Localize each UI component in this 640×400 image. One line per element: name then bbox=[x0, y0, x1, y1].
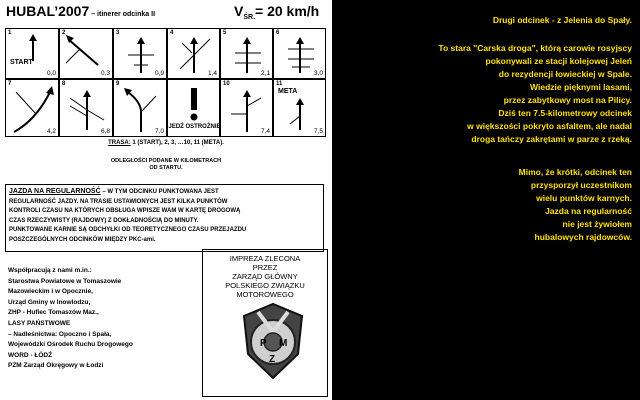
average-speed: $V_{ŚR.}= 20$ km/h bbox=[234, 3, 320, 21]
organizer-text: IMPREZA ZLECONA PRZEZ ZARZĄD GŁÓWNY POLSKIEGO ZWIĄZKU MOTOROWEGO bbox=[225, 254, 305, 299]
distance-note: ODLEGŁOŚCI PODANE W KILOMETRACH OD STARTU. bbox=[110, 158, 222, 171]
itinerary-cell-2: 2 0,3 bbox=[59, 28, 113, 79]
itinerary-cell-7: 7 4,2 bbox=[5, 79, 59, 137]
itinerary-cell-6: 6 3,0 bbox=[273, 28, 326, 79]
itinerary-cell-4: 4 1,4 bbox=[167, 28, 220, 79]
description-heading: Drugi odcinek - z Jelenia do Spały. bbox=[492, 15, 632, 25]
itinerary-cell-1: 1 START 0,0 bbox=[5, 28, 59, 79]
regularity-text: JAZDA NA REGULARNOŚĆ – W TYM ODCINKU PUNKTOWANA JEST REGULARNOŚĆ JAZDY. NA TRASIE USTAWIONYCH JEST KILKA PUNKTÓW KONTROLI CZASU NA KTÓRYCH OBSŁUGA WPISZE WAM W KARTĘ DROGOWĄ CZAS RZECZYWISTY (RAJDOWY) Z DOKŁADNOŚCIĄ DO MINUTY. PUNKTOWANE KARNIE SĄ ODCHYŁKI OD TEORETYCZNEGO CZASU PRZEJAZDU POSZCZEGÓLNYCH ODCINKÓW MIĘDZY PKC-ami. bbox=[9, 188, 247, 243]
route-summary: TRASA: 1 (START), 2, 3, …10, 11 (META). bbox=[108, 140, 224, 146]
pzm-emblem-icon bbox=[238, 302, 308, 382]
itinerary-grid bbox=[5, 28, 326, 137]
regularity-heading: JAZDA NA REGULARNOŚĆ bbox=[9, 188, 101, 195]
logo-letter-p: P bbox=[260, 338, 267, 349]
itinerary-cell-3: 3 0,9 bbox=[113, 28, 167, 79]
itinerary-cell-warning: JEDŹ OSTROŻNIE bbox=[167, 79, 220, 137]
itinerary-cell-5: 5 2,1 bbox=[220, 28, 273, 79]
itinerary-cell-10: 10 7,4 bbox=[220, 79, 273, 137]
sheet-title: HUBAL’2007 – itinerer odcinka II bbox=[6, 3, 156, 19]
description-paragraph-2: Mimo, że krótki, odcinek ten przysporzył uczestnikom wielu punktów karnych. Jazda na regularność nie jest żywiołem hubalowych rajdowców. bbox=[518, 167, 632, 242]
sheet-subtitle: – itinerer odcinka II bbox=[89, 11, 156, 18]
itinerary-cell-11: 11 META 7,5 bbox=[273, 79, 326, 137]
itinerary-cell-9: 9 7,0 bbox=[113, 79, 167, 137]
description-paragraph-1: To stara "Carska droga", którą carowie rosyjscy pokonywali ze stacji kolejowej Jeleń do rezydencji łowieckiej w Spale. Wiedzie pięknymi lasami, przez zabytkowy most na Pilicy. Dziś ten 7.5-kilometrowy odcinek w większości pokryto asfaltem, ale nadal droga tańczy zakrętami w parze z rzeką. bbox=[438, 43, 632, 144]
logo-letter-m: M bbox=[279, 338, 288, 349]
regularity-box bbox=[5, 184, 324, 252]
itinerary-cell-8: 8 6,8 bbox=[59, 79, 113, 137]
cooperation-list: Współpracują z nami m.in.: Starostwa Powiatowe w Tomaszowie Mazowieckim i w Opocznie, Urząd Gminy w Inowlodzu, ZHP - Hufiec Tomaszów Maz., LASY PAŃSTWOWE – Nadleśnictwa: Opoczno i Spała, Wojewódzki Ośrodek Ruchu Drogowego WORD - ŁÓDŹ PZM Zarząd Okręgowy w Łodzi bbox=[8, 267, 133, 370]
logo-letter-z: Z bbox=[269, 354, 276, 365]
